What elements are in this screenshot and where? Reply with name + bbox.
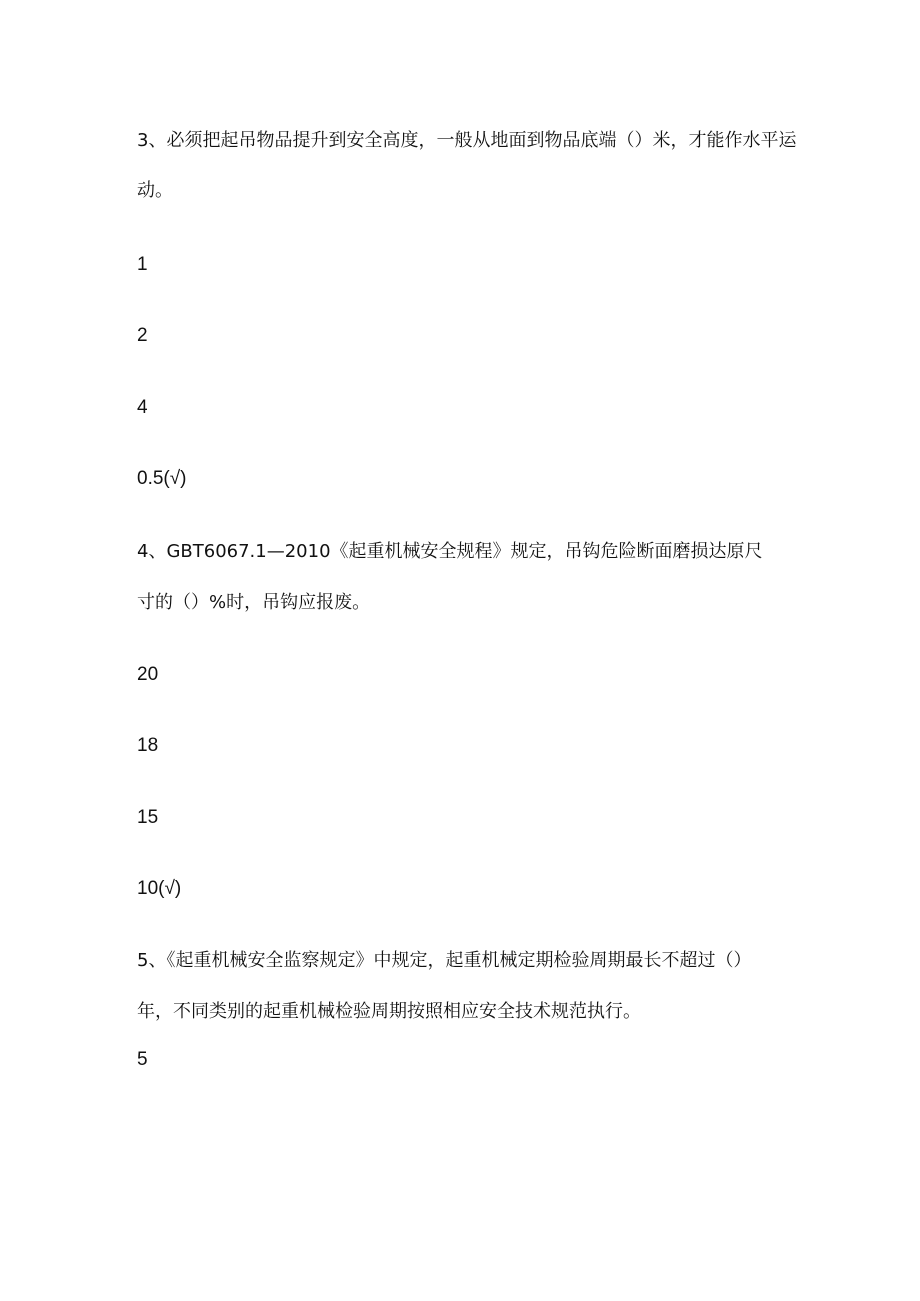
question-3-stem-line-1: 3、必须把起吊物品提升到安全高度，一般从地面到物品底端（）米，才能作水平运 <box>137 130 797 151</box>
question-4-option-4: 10(√) <box>137 878 182 899</box>
question-3-option-3: 4 <box>137 397 148 418</box>
question-4-stem-line-1: 4、GBT6067.1—2010《起重机械安全规程》规定，吊钩危险断面磨损达原尺 <box>137 541 763 562</box>
question-4-option-3: 15 <box>137 807 159 828</box>
question-3-option-1: 1 <box>137 254 148 275</box>
question-4-option-1: 20 <box>137 664 159 685</box>
question-5-stem-line-1: 5、《起重机械安全监察规定》中规定，起重机械定期检验周期最长不超过（） <box>137 950 752 971</box>
question-5-option-1: 5 <box>137 1049 148 1070</box>
question-4-option-2: 18 <box>137 735 159 756</box>
question-4-stem-line-2: 寸的（）%时，吊钩应报废。 <box>137 592 371 613</box>
question-3-stem-line-2: 动。 <box>137 180 173 201</box>
question-3-option-4: 0.5(√) <box>137 468 187 489</box>
question-5-stem-line-2: 年，不同类别的起重机械检验周期按照相应安全技术规范执行。 <box>137 1001 641 1022</box>
question-3-option-2: 2 <box>137 325 148 346</box>
